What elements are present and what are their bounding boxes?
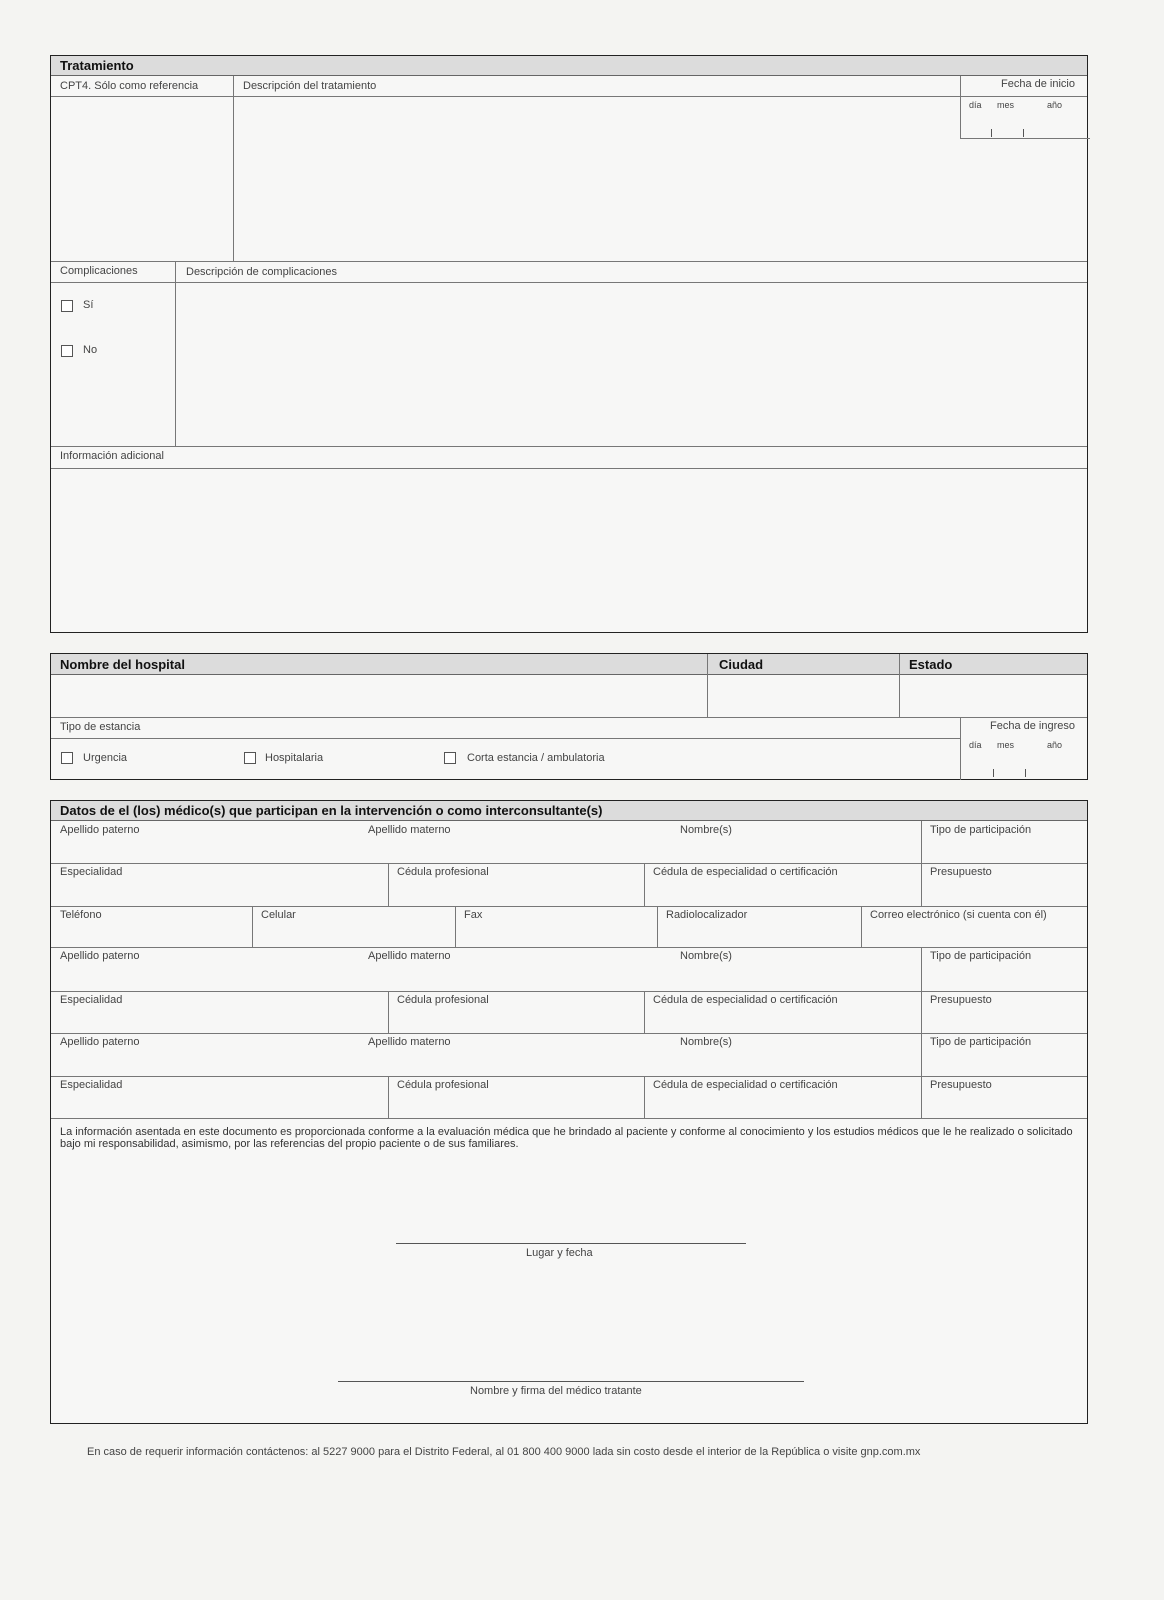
descripcion-input[interactable] <box>234 97 960 261</box>
tipo-participacion-label: Tipo de participación <box>930 824 1032 836</box>
especialidad-input[interactable] <box>52 1009 387 1032</box>
especialidad-input[interactable] <box>52 1094 387 1117</box>
correo-input[interactable] <box>862 924 1086 946</box>
presupuesto-input[interactable] <box>922 1009 1086 1032</box>
cedula-profesional-input[interactable] <box>389 1009 643 1032</box>
cpt-input[interactable] <box>51 97 233 261</box>
dia-label: día <box>969 100 982 110</box>
fax-label: Fax <box>464 909 483 921</box>
nombres-label: Nombre(s) <box>680 950 732 962</box>
telefono-input[interactable] <box>52 924 251 946</box>
declaracion-text: La información asentada en este documento es proporcionada conforme a la evaluación médica que he brindado al paciente y conforme al conocimiento y los estudios médicos que le he realizado o solicitado bajo mi responsabilidad, asimismo, por las referencias del propio paciente o de sus familiares. <box>60 1126 1073 1150</box>
desc-complicaciones-input[interactable] <box>176 283 1089 446</box>
info-adicional-label: Información adicional <box>60 450 164 462</box>
apellido-paterno-label: Apellido paterno <box>60 824 140 836</box>
si-checkbox[interactable] <box>61 300 73 312</box>
fecha-ingreso-label: Fecha de ingreso <box>990 720 1075 732</box>
tipo-participacion-input[interactable] <box>922 839 1086 862</box>
presupuesto-label: Presupuesto <box>930 994 992 1006</box>
tipo-participacion-input[interactable] <box>922 1051 1086 1075</box>
medicos-section <box>50 800 1088 1424</box>
tipo-participacion-input[interactable] <box>922 965 1086 990</box>
cedula-profesional-label: Cédula profesional <box>397 1079 489 1091</box>
apellido-materno-input[interactable] <box>360 839 670 862</box>
medicos-title: Datos de el (los) médico(s) que participan en la intervención o como interconsultante(s) <box>51 801 1087 821</box>
nombre-hospital-input[interactable] <box>51 675 707 717</box>
no-label: No <box>83 344 98 356</box>
especialidad-label: Especialidad <box>60 866 123 878</box>
anio-label: año <box>1047 740 1063 750</box>
apellido-materno-label: Apellido materno <box>368 950 451 962</box>
footer-text: En caso de requerir información contáctenos: al 5227 9000 para el Distrito Federal, al 01 800 400 9000 lada sin costo desde el interior de la República o visite gnp.com.mx <box>87 1446 921 1458</box>
presupuesto-input[interactable] <box>922 1094 1086 1117</box>
urgencia-checkbox[interactable] <box>61 752 73 764</box>
mes-label: mes <box>997 100 1015 110</box>
ciudad-label: Ciudad <box>719 657 764 672</box>
cedula-especialidad-input[interactable] <box>645 1009 920 1032</box>
nombre-hospital-label: Nombre del hospital <box>60 657 185 672</box>
si-label: Sí <box>83 299 94 311</box>
nombres-input[interactable] <box>672 965 920 990</box>
hospitalaria-checkbox[interactable] <box>244 752 256 764</box>
presupuesto-label: Presupuesto <box>930 866 992 878</box>
desc-complicaciones-label: Descripción de complicaciones <box>186 266 338 278</box>
cedula-profesional-label: Cédula profesional <box>397 994 489 1006</box>
urgencia-label: Urgencia <box>83 752 128 764</box>
nombres-input[interactable] <box>672 1051 920 1075</box>
especialidad-input[interactable] <box>52 881 387 905</box>
no-checkbox[interactable] <box>61 345 73 357</box>
complicaciones-label: Complicaciones <box>60 265 138 277</box>
cedula-especialidad-input[interactable] <box>645 881 920 905</box>
fecha-inicio-input[interactable] <box>961 97 1089 138</box>
mes-label: mes <box>997 740 1015 750</box>
nombres-label: Nombre(s) <box>680 824 732 836</box>
cedula-especialidad-input[interactable] <box>645 1094 920 1117</box>
presupuesto-input[interactable] <box>922 881 1086 905</box>
fax-input[interactable] <box>456 924 656 946</box>
celular-label: Celular <box>261 909 296 921</box>
apellido-paterno-input[interactable] <box>52 839 358 862</box>
firma-label: Nombre y firma del médico tratante <box>470 1385 642 1397</box>
cedula-profesional-input[interactable] <box>389 881 643 905</box>
correo-label: Correo electrónico (si cuenta con él) <box>870 909 1047 921</box>
presupuesto-label: Presupuesto <box>930 1079 992 1091</box>
apellido-paterno-label: Apellido paterno <box>60 950 140 962</box>
cedula-profesional-input[interactable] <box>389 1094 643 1117</box>
nombres-label: Nombre(s) <box>680 1036 732 1048</box>
radiolocalizador-input[interactable] <box>658 924 860 946</box>
anio-label: año <box>1047 100 1063 110</box>
tipo-participacion-label: Tipo de participación <box>930 950 1032 962</box>
estado-label: Estado <box>909 657 953 672</box>
nombres-input[interactable] <box>672 839 920 862</box>
apellido-materno-label: Apellido materno <box>368 1036 451 1048</box>
tipo-estancia-label: Tipo de estancia <box>60 721 141 733</box>
tipo-participacion-label: Tipo de participación <box>930 1036 1032 1048</box>
descripcion-label: Descripción del tratamiento <box>243 80 377 92</box>
dia-label: día <box>969 740 982 750</box>
cedula-especialidad-label: Cédula de especialidad o certificación <box>653 866 838 878</box>
telefono-label: Teléfono <box>60 909 102 921</box>
estado-input[interactable] <box>900 675 1089 717</box>
fecha-inicio-label: Fecha de inicio <box>1001 78 1075 90</box>
especialidad-label: Especialidad <box>60 1079 123 1091</box>
cedula-especialidad-label: Cédula de especialidad o certificación <box>653 994 838 1006</box>
apellido-materno-input[interactable] <box>360 965 670 990</box>
tratamiento-title: Tratamiento <box>51 56 1087 76</box>
corta-estancia-checkbox[interactable] <box>444 752 456 764</box>
celular-input[interactable] <box>253 924 454 946</box>
tratamiento-section <box>50 55 1088 633</box>
apellido-paterno-label: Apellido paterno <box>60 1036 140 1048</box>
corta-estancia-label: Corta estancia / ambulatoria <box>467 752 605 764</box>
apellido-materno-label: Apellido materno <box>368 824 451 836</box>
info-adicional-input[interactable] <box>51 469 1087 632</box>
apellido-paterno-input[interactable] <box>52 1051 358 1075</box>
lugar-fecha-input[interactable] <box>396 1213 746 1243</box>
radiolocalizador-label: Radiolocalizador <box>666 909 748 921</box>
ciudad-input[interactable] <box>708 675 899 717</box>
cedula-profesional-label: Cédula profesional <box>397 866 489 878</box>
cedula-especialidad-label: Cédula de especialidad o certificación <box>653 1079 838 1091</box>
hospitalaria-label: Hospitalaria <box>265 752 324 764</box>
cpt-label: CPT4. Sólo como referencia <box>60 80 199 92</box>
lugar-fecha-label: Lugar y fecha <box>526 1247 593 1259</box>
hospital-section <box>50 653 1088 780</box>
firma-input[interactable] <box>338 1331 804 1381</box>
apellido-paterno-input[interactable] <box>52 965 358 990</box>
apellido-materno-input[interactable] <box>360 1051 670 1075</box>
especialidad-label: Especialidad <box>60 994 123 1006</box>
